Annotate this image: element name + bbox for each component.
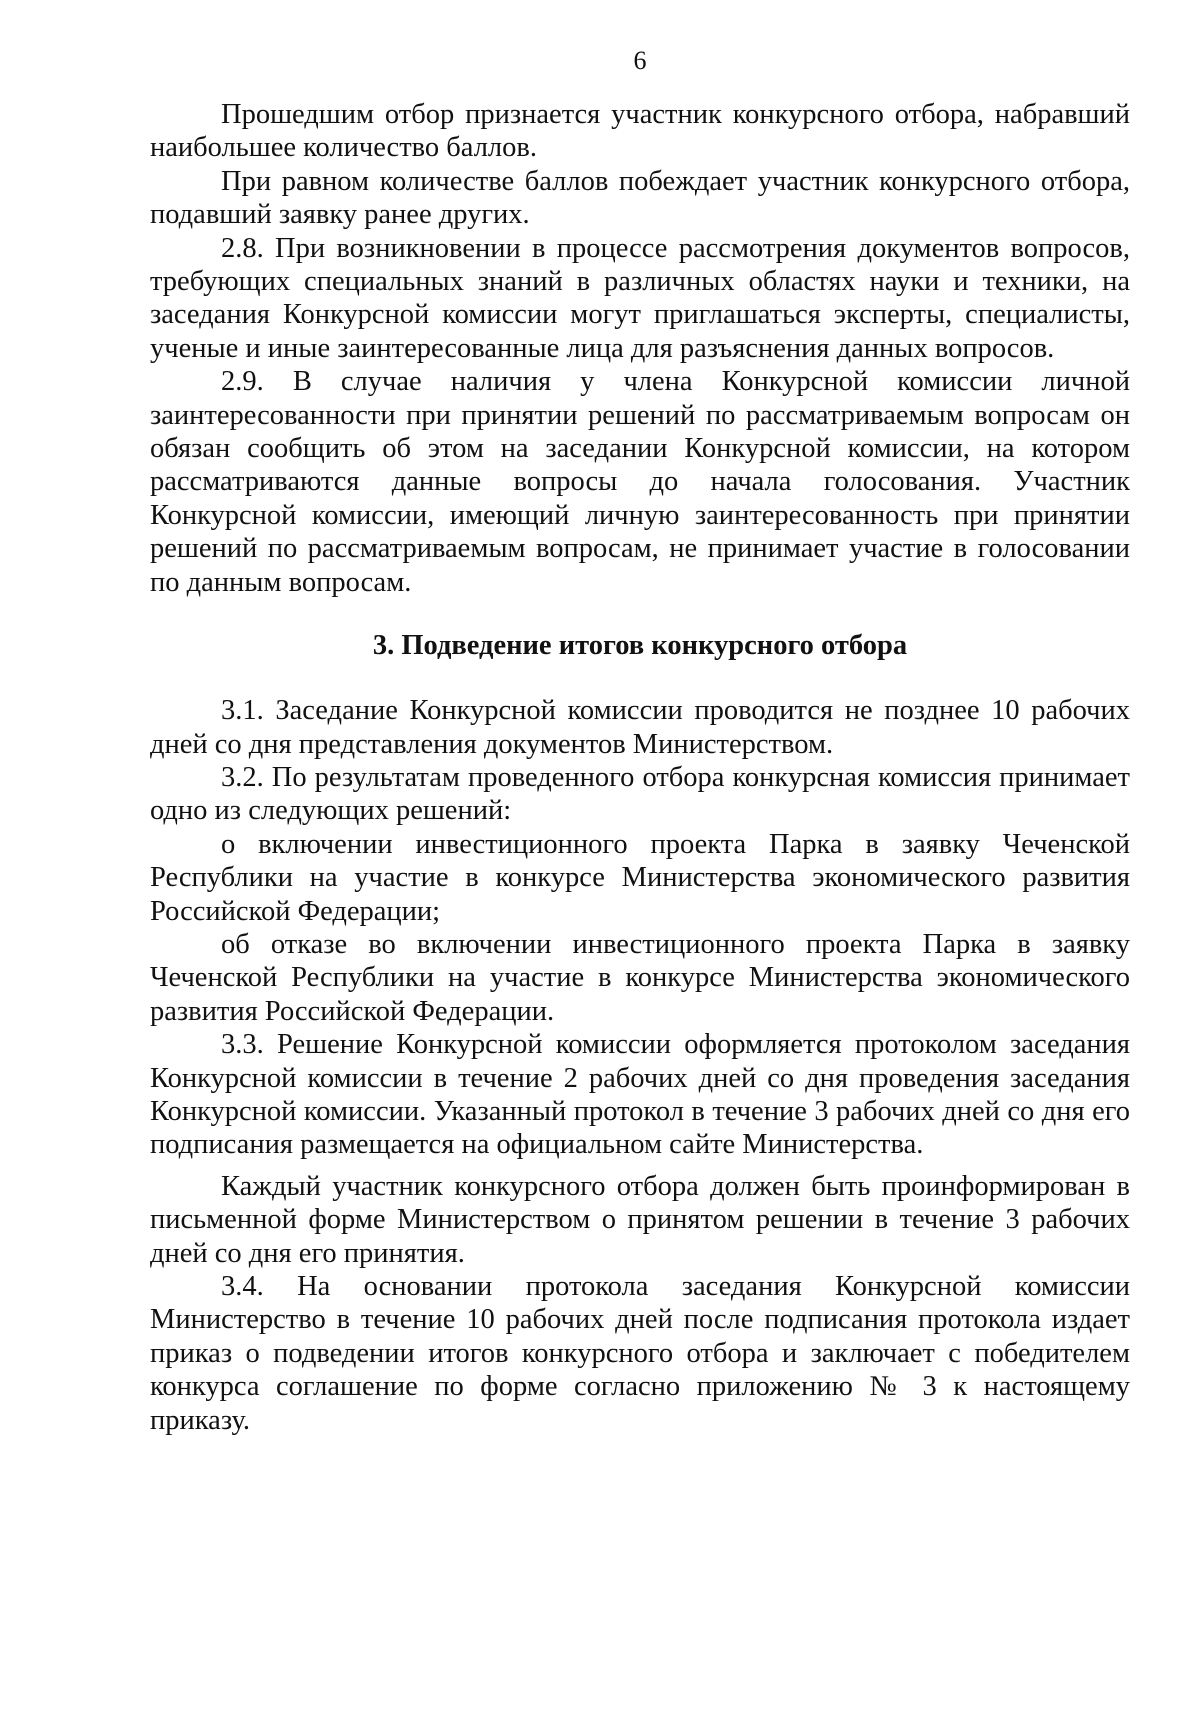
paragraph-decision-refuse: об отказе во включении инвестиционного проекта Парка в заявку Чеченской Республики на участие в конкурсе Министерства экономического развития Российской Федерации. xyxy=(150,928,1130,1027)
document-body xyxy=(150,98,1130,1437)
paragraph-3-2: 3.2. По результатам проведенного отбора конкурсная комиссия принимает одно из следующих решений: xyxy=(150,761,1130,827)
paragraph-2-8: 2.8. При возникновении в процессе рассмотрения документов вопросов, требующих специальных знаний в различных областях науки и техники, на заседания Конкурсной комиссии могут приглашаться эксперты, специалисты, ученые и иные заинтересованные лица для разъяснения данных вопросов. xyxy=(150,232,1130,364)
paragraph-2-9: 2.9. В случае наличия у члена Конкурсной комиссии личной заинтересованности при принятии решений по рассматриваемым вопросам он обязан сообщить об этом на заседании Конкурсной комиссии, на котором рассматриваются данные вопросы до начала голосования. Участник Конкурсной комиссии, имеющий личную заинтересованность при принятии решений по рассматриваемым вопросам, не принимает участие в голосовании по данным вопросам. xyxy=(150,366,1130,598)
page-number: 6 xyxy=(633,46,647,75)
document-page xyxy=(150,0,1130,1711)
paragraph-notification: Каждый участник конкурсного отбора должен быть проинформирован в письменной форме Министерством о принятом решении в течение 3 рабочих дней со дня его принятия. xyxy=(150,1170,1130,1269)
paragraph-3-1: 3.1. Заседание Конкурсной комиссии проводится не позднее 10 рабочих дней со дня представления документов Министерством. xyxy=(150,695,1130,760)
paragraph-3-4: 3.4. На основании протокола заседания Конкурсной комиссии Министерство в течение 10 рабочих дней после подписания протокола издает приказ о подведении итогов конкурсного отбора и заключает с победителем конкурса соглашение по форме согласно приложению № 3 к настоящему приказу. xyxy=(150,1271,1130,1436)
paragraph-decision-include: о включении инвестиционного проекта Парка в заявку Чеченской Республики на участие в конкурсе Министерства экономического развития Российской Федерации; xyxy=(150,828,1130,927)
paragraph-gap xyxy=(150,1162,1130,1170)
paragraph-winner-criteria: Прошедшим отбор признается участник конкурсного отбора, набравший наибольшее количество баллов. xyxy=(150,99,1130,164)
paragraph-3-3: 3.3. Решение Конкурсной комиссии оформляется протоколом заседания Конкурсной комиссии в течение 2 рабочих дней со дня проведения заседания Конкурсной комиссии. Указанный протокол в течение 3 рабочих дней со дня его подписания размещается на официальном сайте Министерства. xyxy=(150,1029,1130,1161)
paragraph-equal-points: При равном количестве баллов побеждает участник конкурсного отбора, подавший заявку ранее других. xyxy=(150,165,1130,231)
section-heading: 3. Подведение итогов конкурсного отбора xyxy=(372,630,908,662)
